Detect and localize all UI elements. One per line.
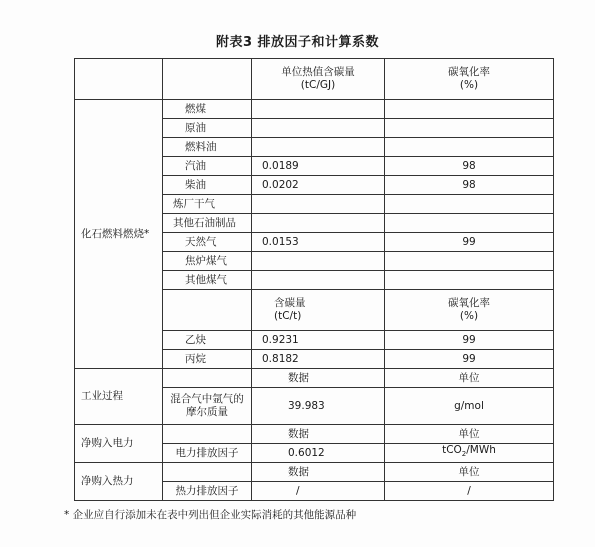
industrial-value: 39.983 [252,388,385,425]
sub-header-carbon-unit: (tC/t) [274,310,302,322]
fuel-name: 焦炉煤气 [163,252,252,271]
fuel-name: 乙炔 [163,331,252,350]
unit-header: 单位 [385,463,554,482]
category-heat: 净购入热力 [75,463,163,501]
oxidation-value: 99 [385,350,554,369]
empty-cell [163,369,252,388]
oxidation-value: 98 [385,157,554,176]
heat-unit: / [385,482,554,501]
fuel-name: 柴油 [163,176,252,195]
electricity-unit [385,444,554,463]
fuel-name: 燃煤 [163,100,252,119]
oxidation-value [385,119,554,138]
table-row [75,100,554,119]
header-oxidation-label: 碳氧化率 [448,66,490,78]
sub-header-oxidation-rate [385,290,554,331]
carbon-value [252,119,385,138]
oxidation-value [385,214,554,233]
fuel-name: 其他石油制品 [163,214,252,233]
industrial-unit: g/mol [385,388,554,425]
carbon-value [252,271,385,290]
electricity-item: 电力排放因子 [163,444,252,463]
table-title: 附表3 排放因子和计算系数 [215,35,380,50]
header-carbon-content [252,59,385,100]
empty-cell [163,425,252,444]
electricity-value: 0.6012 [252,444,385,463]
oxidation-value: 99 [385,331,554,350]
sub-header-empty-cell [163,290,252,331]
data-header: 数据 [252,369,385,388]
fuel-name: 天然气 [163,233,252,252]
category-industrial-process: 工业过程 [75,369,163,425]
empty-cell [163,463,252,482]
fuel-name: 炼厂干气 [163,195,252,214]
header-oxidation-unit: (%) [459,79,479,91]
fuel-name: 丙烷 [163,350,252,369]
fuel-name: 燃料油 [163,138,252,157]
sub-header-oxidation-unit: (%) [459,310,479,322]
industrial-item-line1: 混合气中氩气的 [170,393,244,405]
unit-subscript: 2 [461,450,467,459]
oxidation-value: 98 [385,176,554,195]
carbon-value [252,214,385,233]
header-carbon-label: 单位热值含碳量 [281,66,355,78]
footnote: * 企业应自行添加未在表中列出但企业实际消耗的其他能源品种 [64,509,357,521]
unit-header: 单位 [385,369,554,388]
unit-prefix: tCO [442,444,462,457]
category-electricity: 净购入电力 [75,425,163,463]
header-empty-cell [163,59,252,100]
data-header: 数据 [252,425,385,444]
header-empty-cell [75,59,163,100]
sub-header-oxidation-label: 碳氧化率 [448,297,490,309]
header-carbon-unit: (tC/GJ) [300,79,336,91]
carbon-value [252,100,385,119]
heat-item: 热力排放因子 [163,482,252,501]
category-fossil-fuel: 化石燃料燃烧* [75,100,163,369]
industrial-item [163,388,252,425]
heat-value: / [252,482,385,501]
unit-header: 单位 [385,425,554,444]
carbon-value: 0.9231 [252,331,385,350]
carbon-value [252,195,385,214]
header-oxidation-rate [385,59,554,100]
oxidation-value: 99 [385,233,554,252]
sub-header-carbon-content [252,290,385,331]
table-row [75,369,554,388]
sub-header-carbon-label: 含碳量 [274,297,306,309]
carbon-value: 0.0153 [252,233,385,252]
data-header: 数据 [252,463,385,482]
table-row [75,425,554,444]
table-header-row [75,59,554,100]
emission-factor-table [74,58,554,501]
fuel-name: 其他煤气 [163,271,252,290]
table-row [75,463,554,482]
carbon-value: 0.8182 [252,350,385,369]
carbon-value: 0.0202 [252,176,385,195]
oxidation-value [385,195,554,214]
oxidation-value [385,271,554,290]
industrial-item-line2: 摩尔质量 [186,406,228,418]
carbon-value: 0.0189 [252,157,385,176]
fuel-name: 汽油 [163,157,252,176]
fuel-name: 原油 [163,119,252,138]
oxidation-value [385,252,554,271]
oxidation-value [385,100,554,119]
oxidation-value [385,138,554,157]
unit-suffix: /MWh [466,444,496,457]
carbon-value [252,252,385,271]
carbon-value [252,138,385,157]
